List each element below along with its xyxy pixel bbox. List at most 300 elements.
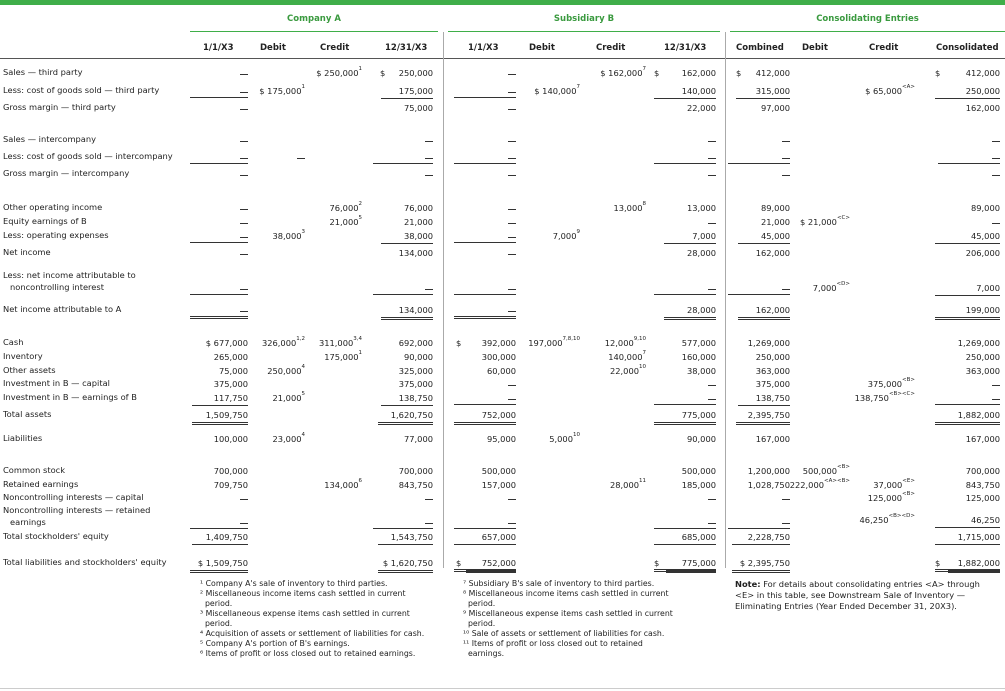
cell-value: 162,000 xyxy=(965,103,1000,113)
dash-b_end xyxy=(708,523,716,524)
cell-value: 21,000 xyxy=(760,217,790,227)
cell-value: 162,000 xyxy=(755,305,790,315)
dollar-sign: $ xyxy=(935,68,941,78)
cell-cash-b-cr xyxy=(584,337,646,350)
cell-retained-a-end xyxy=(373,479,433,492)
rule-b_start xyxy=(454,569,516,572)
cell-eq-earn-ce-dr xyxy=(790,216,850,229)
cell-cogs-tp-cons xyxy=(935,85,1000,99)
footnote-ref: 4 xyxy=(301,432,305,438)
cell-inventory-b-end xyxy=(654,351,716,364)
dash-a_end xyxy=(425,141,433,142)
dash-a_end xyxy=(425,289,433,290)
dash-comb xyxy=(782,141,790,142)
footnote-b-7: ⁷ Subsidiary B's sale of inventory to third parties. xyxy=(463,579,655,588)
cell-other-assets-a-start xyxy=(190,365,248,378)
cell-total-assets-a-end xyxy=(378,409,433,425)
cell-value: 315,000 xyxy=(755,86,790,96)
cell-inventory-b-start xyxy=(466,351,516,364)
cell-value: 21,000 xyxy=(403,217,433,227)
cell-value: 38,000 xyxy=(403,231,433,241)
cell-value: 577,000 xyxy=(681,338,716,348)
cell-common-a-end xyxy=(373,465,433,478)
cell-gm-tp-comb xyxy=(740,102,790,115)
cell-nci-ce-dr xyxy=(790,282,850,295)
cell-value: 700,000 xyxy=(398,466,433,476)
footnote-a-1: ¹ Company A's sale of inventory to third parties. xyxy=(200,579,388,588)
cell-value: 75,000 xyxy=(218,366,248,376)
dash-b_start xyxy=(508,499,516,500)
cell-cogs-tp-a-dr xyxy=(245,85,305,98)
cell-value: 325,000 xyxy=(398,366,433,376)
footnote-b-8: ⁸ Miscellaneous income items cash settled in current period. xyxy=(463,589,669,608)
dash-a_start xyxy=(240,289,248,290)
cell-value: 89,000 xyxy=(970,203,1000,213)
cell-value: 206,000 xyxy=(965,248,1000,258)
col-header-combined: Combined xyxy=(736,43,784,53)
dash-b_start xyxy=(508,175,516,176)
dash-b_start xyxy=(508,223,516,224)
cell-retained-cons xyxy=(938,479,1000,492)
cell-net-income-b-end xyxy=(654,247,716,260)
cell-value: 412,000 xyxy=(965,68,1000,78)
col-header-b-start: 1/1/X3 xyxy=(468,43,499,53)
row-label-sales-intercompany: Sales — intercompany xyxy=(3,134,97,144)
cell-sales-tp-a-cr xyxy=(302,67,362,80)
col-header-consolidated: Consolidated xyxy=(936,43,999,53)
dollar-sign: $ xyxy=(654,68,660,78)
cell-cash-a-start xyxy=(190,337,248,350)
dash-b_start xyxy=(508,289,516,290)
footnote-a-2: ² Miscellaneous income items cash settled in current period. xyxy=(200,589,406,608)
cell-value: 500,000 xyxy=(481,466,516,476)
cell-retained-a-start xyxy=(190,479,248,492)
group-rule-b xyxy=(448,31,720,32)
cell-value: 175,000 xyxy=(324,352,359,362)
dash-a_end xyxy=(425,499,433,500)
dollar-sign: $ xyxy=(380,68,386,78)
cell-total-se-comb xyxy=(732,531,790,545)
cell-inv-earn-a-dr xyxy=(250,392,305,405)
row-label-liabilities: Liabilities xyxy=(3,433,43,443)
footnote-ref: <C> xyxy=(836,215,850,221)
cell-cogs-tp-comb xyxy=(736,85,790,99)
dash-a_start xyxy=(240,223,248,224)
dash-a_start xyxy=(240,311,248,312)
cell-value: 22,000 xyxy=(609,366,639,376)
cell-op-exp-cons xyxy=(935,230,1000,244)
rule-a_start xyxy=(190,316,248,319)
cell-value: 375,000 xyxy=(755,379,790,389)
cell-other-op-comb xyxy=(740,202,790,215)
cell-value: 76,000 xyxy=(329,203,359,213)
footnote-ref: <B> xyxy=(902,491,915,497)
cell-value: 685,000 xyxy=(681,532,716,542)
dash-b_end xyxy=(708,385,716,386)
rule-cons xyxy=(935,404,1000,405)
cell-value: 28,000 xyxy=(686,305,716,315)
cell-cash-a-end xyxy=(373,337,433,350)
cell-cash-b-dr xyxy=(512,337,580,350)
row-label-net-income: Net income xyxy=(3,247,51,257)
cell-value: 160,000 xyxy=(681,352,716,362)
footnote-ref: 4 xyxy=(301,364,305,370)
cell-value: 300,000 xyxy=(481,352,516,362)
cell-value: 1,269,000 xyxy=(747,338,790,348)
footnote-ref: <A> xyxy=(902,84,915,90)
cell-value: $ 2,395,750 xyxy=(739,558,790,568)
dash-a_start xyxy=(240,499,248,500)
footnote-ref: <B> xyxy=(902,377,915,383)
cell-value: 21,000 xyxy=(329,217,359,227)
cell-total-se-a-end xyxy=(378,531,433,545)
cell-common-a-start xyxy=(190,465,248,478)
cell-cogs-tp-a-end xyxy=(381,85,433,99)
cell-value: $ 21,000 xyxy=(799,217,837,227)
cell-value: 38,000 xyxy=(272,231,302,241)
cell-op-exp-b-end xyxy=(664,230,716,244)
cell-liabilities-a-dr xyxy=(250,433,305,446)
dash-cons xyxy=(992,158,1000,159)
dash-b_start xyxy=(508,523,516,524)
cell-gm-tp-b-end xyxy=(654,102,716,115)
cell-value: $ 140,000 xyxy=(534,86,577,96)
cell-value: 37,000 xyxy=(873,480,903,490)
rule-a_end xyxy=(373,163,433,164)
cell-value: $ 162,000 xyxy=(600,68,643,78)
dash-b_start xyxy=(508,237,516,238)
dash-a_start xyxy=(240,74,248,75)
column-separator-2 xyxy=(725,32,726,568)
cell-value: $ 65,000 xyxy=(865,86,903,96)
cell-value: 2,228,750 xyxy=(747,532,790,542)
cell-value: 28,000 xyxy=(686,248,716,258)
footnote-a-5: ⁵ Company A's portion of B's earnings. xyxy=(200,639,350,648)
col-header-b-debit: Debit xyxy=(529,43,555,53)
row-label-nci-line2: noncontrolling interest xyxy=(10,282,104,292)
cell-retained-b-end xyxy=(654,479,716,492)
row-label-cash: Cash xyxy=(3,337,24,347)
cell-net-income-cons xyxy=(938,247,1000,260)
cell-cogs-tp-ce-cr xyxy=(845,85,915,98)
dash-a_start xyxy=(240,209,248,210)
cell-inv-cap-a-end xyxy=(373,378,433,391)
cell-total-le-a-end xyxy=(378,557,433,573)
cell-sales-tp-cons xyxy=(938,67,1000,80)
dash-b_end xyxy=(708,223,716,224)
cell-value: 23,000 xyxy=(272,434,302,444)
cell-value: 134,000 xyxy=(398,248,433,258)
rule-a_start xyxy=(190,242,248,243)
table-note xyxy=(735,579,1000,612)
cell-value: 1,715,000 xyxy=(957,532,1000,542)
cell-value: $ 1,509,750 xyxy=(197,558,248,568)
footnote-ref: <B><C> xyxy=(888,391,915,397)
cell-sales-tp-comb xyxy=(740,67,790,80)
dollar-sign: $ xyxy=(654,558,660,568)
rule-b_start xyxy=(454,163,516,164)
col-header-a-end: 12/31/X3 xyxy=(385,43,428,53)
cell-cash-a-cr xyxy=(297,337,362,350)
cell-value: 199,000 xyxy=(965,305,1000,315)
dash-b_end xyxy=(708,141,716,142)
rule-cons xyxy=(935,569,1000,572)
cell-value: 700,000 xyxy=(965,466,1000,476)
cell-value: 657,000 xyxy=(481,532,516,542)
footnote-ref: <E> xyxy=(902,478,915,484)
cell-cash-b-end xyxy=(654,337,716,350)
footnote-ref: 10 xyxy=(573,432,580,438)
footnote-b-10: ¹⁰ Sale of assets or settlement of liabilities for cash. xyxy=(463,629,665,638)
cell-value: 197,000 xyxy=(528,338,563,348)
cell-total-assets-b-end xyxy=(654,409,716,425)
cell-nci-cap-cons xyxy=(938,492,1000,505)
cell-value: 1,509,750 xyxy=(205,410,248,420)
cell-nci-cap-ce-cr xyxy=(867,492,915,505)
cell-inv-earn-comb xyxy=(738,392,790,406)
col-header-a-debit: Debit xyxy=(260,43,286,53)
row-label-cogs-intercompany: Less: cost of goods sold — intercompany xyxy=(3,151,173,161)
cell-other-op-a-end xyxy=(373,202,433,215)
cell-common-cons xyxy=(938,465,1000,478)
cell-retained-b-start xyxy=(466,479,516,492)
cell-value: 775,000 xyxy=(681,410,716,420)
cell-liabilities-a-start xyxy=(190,433,248,446)
cell-value: 162,000 xyxy=(755,248,790,258)
dash-cons xyxy=(992,223,1000,224)
footnote-ref: 7 xyxy=(576,84,580,90)
dash-a_start xyxy=(240,175,248,176)
cell-value: 7,000 xyxy=(812,283,837,293)
cell-other-assets-b-end xyxy=(654,365,716,378)
cell-sales-tp-b-cr xyxy=(586,67,646,80)
cell-net-income-comb xyxy=(740,247,790,260)
cell-value: 1,269,000 xyxy=(957,338,1000,348)
header-rule xyxy=(0,58,1005,59)
dash-comb xyxy=(782,523,790,524)
col-header-ce-credit: Credit xyxy=(869,43,899,53)
cell-net-income-a-end xyxy=(373,247,433,260)
cell-cash-cons xyxy=(938,337,1000,350)
cell-value: 125,000 xyxy=(965,493,1000,503)
dash-a_end xyxy=(425,523,433,524)
dash-b_end xyxy=(708,399,716,400)
cell-value: 500,000 xyxy=(681,466,716,476)
cell-value: 97,000 xyxy=(760,103,790,113)
cell-value: 250,000 xyxy=(398,68,433,78)
cell-ni-a-cons xyxy=(935,304,1000,320)
footnotes-subsidiary-b xyxy=(463,579,725,659)
footnote-ref: 1 xyxy=(358,350,362,356)
row-label-gm-intercompany: Gross margin — intercompany xyxy=(3,168,130,178)
cell-other-assets-b-start xyxy=(466,365,516,378)
cell-value: $ 175,000 xyxy=(259,86,302,96)
cell-value: 38,000 xyxy=(686,366,716,376)
cell-value: 250,000 xyxy=(755,352,790,362)
row-label-retained-earnings: Retained earnings xyxy=(3,479,79,489)
cell-value: 45,000 xyxy=(970,231,1000,241)
cell-value: 125,000 xyxy=(867,493,902,503)
cell-total-assets-cons xyxy=(935,409,1000,425)
cell-cash-b-start xyxy=(466,337,516,350)
rule-b_end xyxy=(654,569,716,572)
cell-retained-b-cr xyxy=(584,479,646,492)
row-label-nci-retained-line2: earnings xyxy=(10,517,46,527)
cell-liabilities-comb xyxy=(740,433,790,446)
cell-common-b-end xyxy=(654,465,716,478)
rule-a_start xyxy=(190,294,248,295)
row-label-operating-expenses: Less: operating expenses xyxy=(3,230,109,240)
cell-value: 95,000 xyxy=(486,434,516,444)
row-label-common-stock: Common stock xyxy=(3,465,66,475)
cell-value: 167,000 xyxy=(965,434,1000,444)
dash-b_start xyxy=(508,141,516,142)
cell-value: 100,000 xyxy=(213,434,248,444)
row-label-nci-retained-line1: Noncontrolling interests — retained xyxy=(3,505,151,515)
cell-liabilities-cons xyxy=(938,433,1000,446)
cell-nci-ret-ce-cr xyxy=(847,514,915,527)
cell-value: 250,000 xyxy=(965,86,1000,96)
dash-a_start xyxy=(240,158,248,159)
cell-value: 700,000 xyxy=(213,466,248,476)
rule-b_start xyxy=(454,242,516,243)
cell-retained-ce-dr xyxy=(788,479,850,492)
footnote-a-4: ⁴ Acquisition of assets or settlement of liabilities for cash. xyxy=(200,629,425,638)
col-header-ce-debit: Debit xyxy=(802,43,828,53)
rule-a_end xyxy=(373,528,433,529)
row-label-inventory: Inventory xyxy=(3,351,43,361)
cell-total-le-a-start xyxy=(190,557,248,573)
cell-total-se-cons xyxy=(935,531,1000,545)
rule-b_start xyxy=(454,316,516,319)
row-label-total-liabilities-equity: Total liabilities and stockholders' equity xyxy=(3,557,167,567)
cell-value: 175,000 xyxy=(398,86,433,96)
cell-other-assets-a-end xyxy=(373,365,433,378)
cell-retained-comb xyxy=(732,479,790,492)
dash-b_start xyxy=(508,209,516,210)
cell-total-le-comb xyxy=(732,557,790,573)
cell-value: 90,000 xyxy=(686,434,716,444)
cell-op-exp-b-dr xyxy=(518,230,580,243)
cell-value: 162,000 xyxy=(681,68,716,78)
cell-nci-cons xyxy=(935,282,1000,296)
footnote-ref: 3,4 xyxy=(353,336,362,342)
cell-value: 134,000 xyxy=(324,480,359,490)
cell-value: 76,000 xyxy=(403,203,433,213)
row-label-investment-capital: Investment in B — capital xyxy=(3,378,110,388)
cell-value: 134,000 xyxy=(398,305,433,315)
cell-value: 5,000 xyxy=(549,434,573,444)
footnote-b-11: ¹¹ Items of profit or loss closed out to retained earnings. xyxy=(463,639,643,658)
dash-comb xyxy=(782,289,790,290)
rule-a_start xyxy=(190,528,248,529)
cell-value: 138,750 xyxy=(755,393,790,403)
cell-value: 140,000 xyxy=(608,352,643,362)
footnote-a-3: ³ Miscellaneous expense items cash settled in current period. xyxy=(200,609,410,628)
cell-value: 843,750 xyxy=(398,480,433,490)
cell-value: 1,543,750 xyxy=(390,532,433,542)
cell-other-op-cons xyxy=(938,202,1000,215)
row-label-investment-earnings: Investment in B — earnings of B xyxy=(3,392,137,402)
footnote-ref: 1 xyxy=(358,66,362,72)
cell-gm-tp-cons xyxy=(938,102,1000,115)
cell-cash-comb xyxy=(740,337,790,350)
cell-value: 1,200,000 xyxy=(747,466,790,476)
cell-value: 60,000 xyxy=(486,366,516,376)
cell-value: 775,000 xyxy=(681,558,716,568)
dash-b_start xyxy=(508,254,516,255)
cell-value: 13,000 xyxy=(686,203,716,213)
cell-ni-a-b-end xyxy=(664,304,716,320)
dollar-sign: $ xyxy=(736,68,742,78)
cell-liabilities-b-start xyxy=(466,433,516,446)
cell-inventory-comb xyxy=(740,351,790,364)
cell-value: 326,000 xyxy=(261,338,297,348)
group-header-subsidiary-b: Subsidiary B xyxy=(553,14,615,24)
cell-total-se-b-end xyxy=(654,531,716,545)
cell-value: 843,750 xyxy=(965,480,1000,490)
cell-total-se-b-start xyxy=(454,531,516,545)
row-label-ni-attributable-a: Net income attributable to A xyxy=(3,304,122,314)
dash-b_start xyxy=(508,399,516,400)
cell-total-se-a-start xyxy=(192,531,248,545)
footnote-ref: 1,2 xyxy=(296,336,305,342)
dash-b_end xyxy=(708,499,716,500)
row-label-nci-line1: Less: net income attributable to xyxy=(3,270,136,280)
col-header-b-end: 12/31/X3 xyxy=(664,43,707,53)
cell-other-op-b-end xyxy=(654,202,716,215)
footnote-ref: 3 xyxy=(301,229,305,235)
cell-op-exp-comb xyxy=(738,230,790,244)
dash-a_dr xyxy=(297,158,305,159)
col-header-a-start: 1/1/X3 xyxy=(203,43,234,53)
dash-b_start xyxy=(508,74,516,75)
bottom-rule xyxy=(0,688,1005,689)
row-label-sales-third-party: Sales — third party xyxy=(3,67,83,77)
cell-value: 167,000 xyxy=(755,434,790,444)
rule-b_start xyxy=(454,404,516,405)
cell-value: 13,000 xyxy=(613,203,643,213)
dash-cons xyxy=(992,175,1000,176)
dollar-sign: $ xyxy=(456,338,462,348)
cell-value: 250,000 xyxy=(965,352,1000,362)
cell-value: $ 677,000 xyxy=(205,338,248,348)
dash-comb xyxy=(782,499,790,500)
cell-value: 311,000 xyxy=(318,338,354,348)
cell-retained-a-cr xyxy=(307,479,362,492)
row-label-total-stockholders-equity: Total stockholders' equity xyxy=(3,531,109,541)
cell-op-exp-a-dr xyxy=(250,230,305,243)
cell-value: 692,000 xyxy=(398,338,433,348)
dash-comb xyxy=(782,175,790,176)
cell-inventory-a-cr xyxy=(307,351,362,364)
cell-value: 363,000 xyxy=(755,366,790,376)
rule-cons xyxy=(938,163,1000,164)
dash-b_end xyxy=(708,289,716,290)
rule-a_end xyxy=(373,294,433,295)
cell-total-assets-b-start xyxy=(454,409,516,425)
cell-value: 157,000 xyxy=(481,480,516,490)
cell-inv-earn-a-start xyxy=(192,392,248,406)
cell-inventory-cons xyxy=(938,351,1000,364)
dash-comb xyxy=(782,158,790,159)
dash-cons xyxy=(992,399,1000,400)
cell-value: 7,000 xyxy=(976,283,1000,293)
cell-value: 77,000 xyxy=(403,434,433,444)
dash-a_end xyxy=(425,158,433,159)
cell-value: $ 1,620,750 xyxy=(382,558,433,568)
cell-inv-cap-a-start xyxy=(190,378,248,391)
